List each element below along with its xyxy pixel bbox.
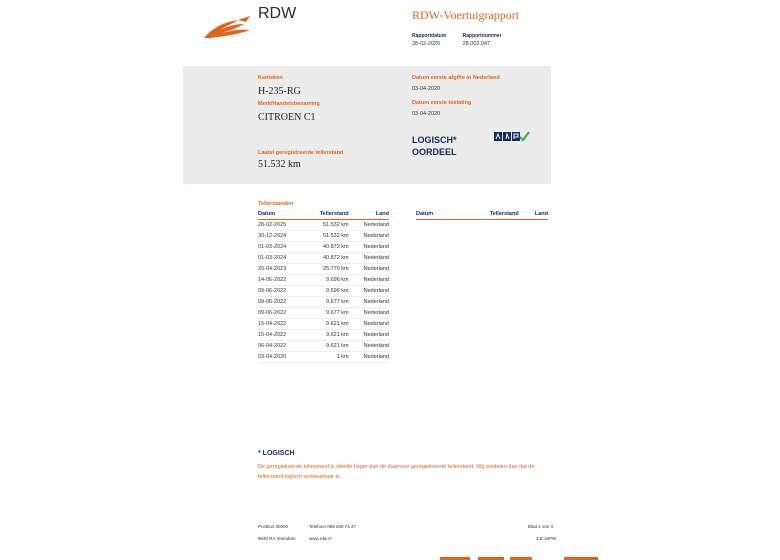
row-date: 09-06-2022 — [258, 308, 303, 319]
row-country: Nederland — [349, 352, 389, 363]
table-row — [258, 308, 389, 319]
row-country: Nederland — [349, 220, 389, 231]
row-reading: 40.872 km — [303, 253, 349, 264]
row-country: Nederland — [349, 264, 389, 275]
row-reading: 51.532 km — [303, 220, 349, 231]
row-country: Nederland — [349, 319, 389, 330]
row-reading: 9.621 km — [303, 341, 349, 352]
odometer-table — [258, 209, 389, 363]
make-label: Merk/Handelsbenaming — [258, 101, 320, 107]
footnote-text: De geregistreerde tellerstand is steeds hoger dan de daarvoor geregistreerde tellerstand. Wij oordelen dan dat de tellerstand logisch verklaarbaar is. — [258, 464, 535, 480]
row-reading: 9.696 km — [303, 286, 349, 297]
first-admission-value: 03-04-2020 — [412, 111, 441, 117]
table-row — [258, 330, 389, 341]
table-row — [258, 352, 389, 363]
row-reading: 9.621 km — [303, 319, 349, 330]
table-row — [258, 242, 389, 253]
footer-address-line2: 9640 RA Veendam — [258, 536, 296, 541]
odometer-last-value: 51.532 km — [258, 159, 301, 170]
col-country: Land — [519, 209, 548, 220]
first-nl-label: Datum eerste afgifte in Nederland — [412, 75, 500, 81]
row-country: Nederland — [349, 286, 389, 297]
row-date: 06-04-2022 — [258, 341, 303, 352]
vehicle-summary-band — [183, 66, 551, 184]
row-date: 14-06-2022 — [258, 275, 303, 286]
table-row — [258, 319, 389, 330]
footer-website: www.rdw.nl — [309, 536, 332, 541]
report-number — [463, 33, 502, 47]
report-date-value: 28-02-2025 — [412, 41, 441, 47]
odometer-table-continued — [416, 209, 548, 220]
row-date: 28-02-2025 — [258, 220, 303, 231]
row-reading: 51.532 km — [303, 231, 349, 242]
row-reading: 25.770 km — [303, 264, 349, 275]
row-date: 15-04-2022 — [258, 319, 303, 330]
report-title: RDW-Voertuigrapport — [412, 8, 520, 22]
table-row — [258, 286, 389, 297]
table-header-row — [258, 209, 389, 220]
row-reading: 40.872 km — [303, 242, 349, 253]
row-country: Nederland — [349, 231, 389, 242]
footnote-title: * LOGISCH — [258, 450, 295, 457]
row-country: Nederland — [349, 341, 389, 352]
row-reading: 9.677 km — [303, 297, 349, 308]
col-country: Land — [349, 209, 389, 220]
table-row — [258, 231, 389, 242]
col-reading: Tellerstand — [303, 209, 349, 220]
report-meta — [412, 33, 514, 51]
verdict-line2: OORDEEL — [412, 147, 457, 157]
table-row — [258, 253, 389, 264]
row-date: 09-06-2022 — [258, 297, 303, 308]
table-row — [258, 264, 389, 275]
row-date: 03-04-2020 — [258, 352, 303, 363]
make-value: CITROEN C1 — [258, 112, 316, 123]
row-date: 01-03-2024 — [258, 253, 303, 264]
report-date-label: Rapportdatum — [412, 33, 447, 39]
footer-page-number: Blad 1 van 3 — [528, 524, 554, 529]
row-date: 20-04-2023 — [258, 264, 303, 275]
plate-value: H-235-RG — [258, 86, 301, 97]
table-header-row — [416, 209, 548, 220]
row-date: 09-06-2022 — [258, 286, 303, 297]
row-date: 30-12-2024 — [258, 231, 303, 242]
footer-phone: Telefoon 088 008 74 47 — [309, 524, 357, 529]
odometer-last-label: Laatst geregistreerde tellerstand — [258, 150, 344, 156]
verdict — [412, 134, 457, 158]
band-notch — [183, 176, 223, 185]
rdw-logo-icon — [202, 14, 254, 40]
table-row — [258, 341, 389, 352]
row-reading: 9.621 km — [303, 330, 349, 341]
row-country: Nederland — [349, 308, 389, 319]
table-row — [258, 297, 389, 308]
row-date: 01-03-2024 — [258, 242, 303, 253]
row-reading: 1 km — [303, 352, 349, 363]
report-number-value: 28.002.047 — [462, 41, 491, 47]
table-row — [258, 275, 389, 286]
col-date: Datum — [416, 209, 454, 220]
row-reading: 9.696 km — [303, 275, 349, 286]
nap-check-icon — [494, 131, 530, 143]
row-country: Nederland — [349, 242, 389, 253]
row-country: Nederland — [349, 275, 389, 286]
verdict-line1: LOGISCH* — [412, 135, 457, 145]
col-reading: Tellerstand — [454, 209, 519, 220]
odometer-rows — [258, 220, 389, 363]
brand-name: RDW — [258, 5, 297, 22]
report-date — [412, 33, 446, 47]
first-nl-value: 03-04-2020 — [412, 86, 441, 92]
row-date: 15-04-2022 — [258, 330, 303, 341]
plate-label: Kenteken — [258, 75, 283, 81]
first-admission-label: Datum eerste toelating — [412, 100, 472, 106]
footer-address-line1: Postbus 30000 — [258, 524, 289, 529]
row-country: Nederland — [349, 253, 389, 264]
footer-code: 3.E.16PW — [536, 536, 557, 541]
col-date: Datum — [258, 209, 303, 220]
row-reading: 9.677 km — [303, 308, 349, 319]
report-number-label: Rapportnummer — [462, 33, 502, 39]
row-country: Nederland — [349, 330, 389, 341]
table-row — [258, 220, 389, 231]
odometer-section-title: Tellerstanden — [258, 201, 294, 207]
row-country: Nederland — [349, 297, 389, 308]
